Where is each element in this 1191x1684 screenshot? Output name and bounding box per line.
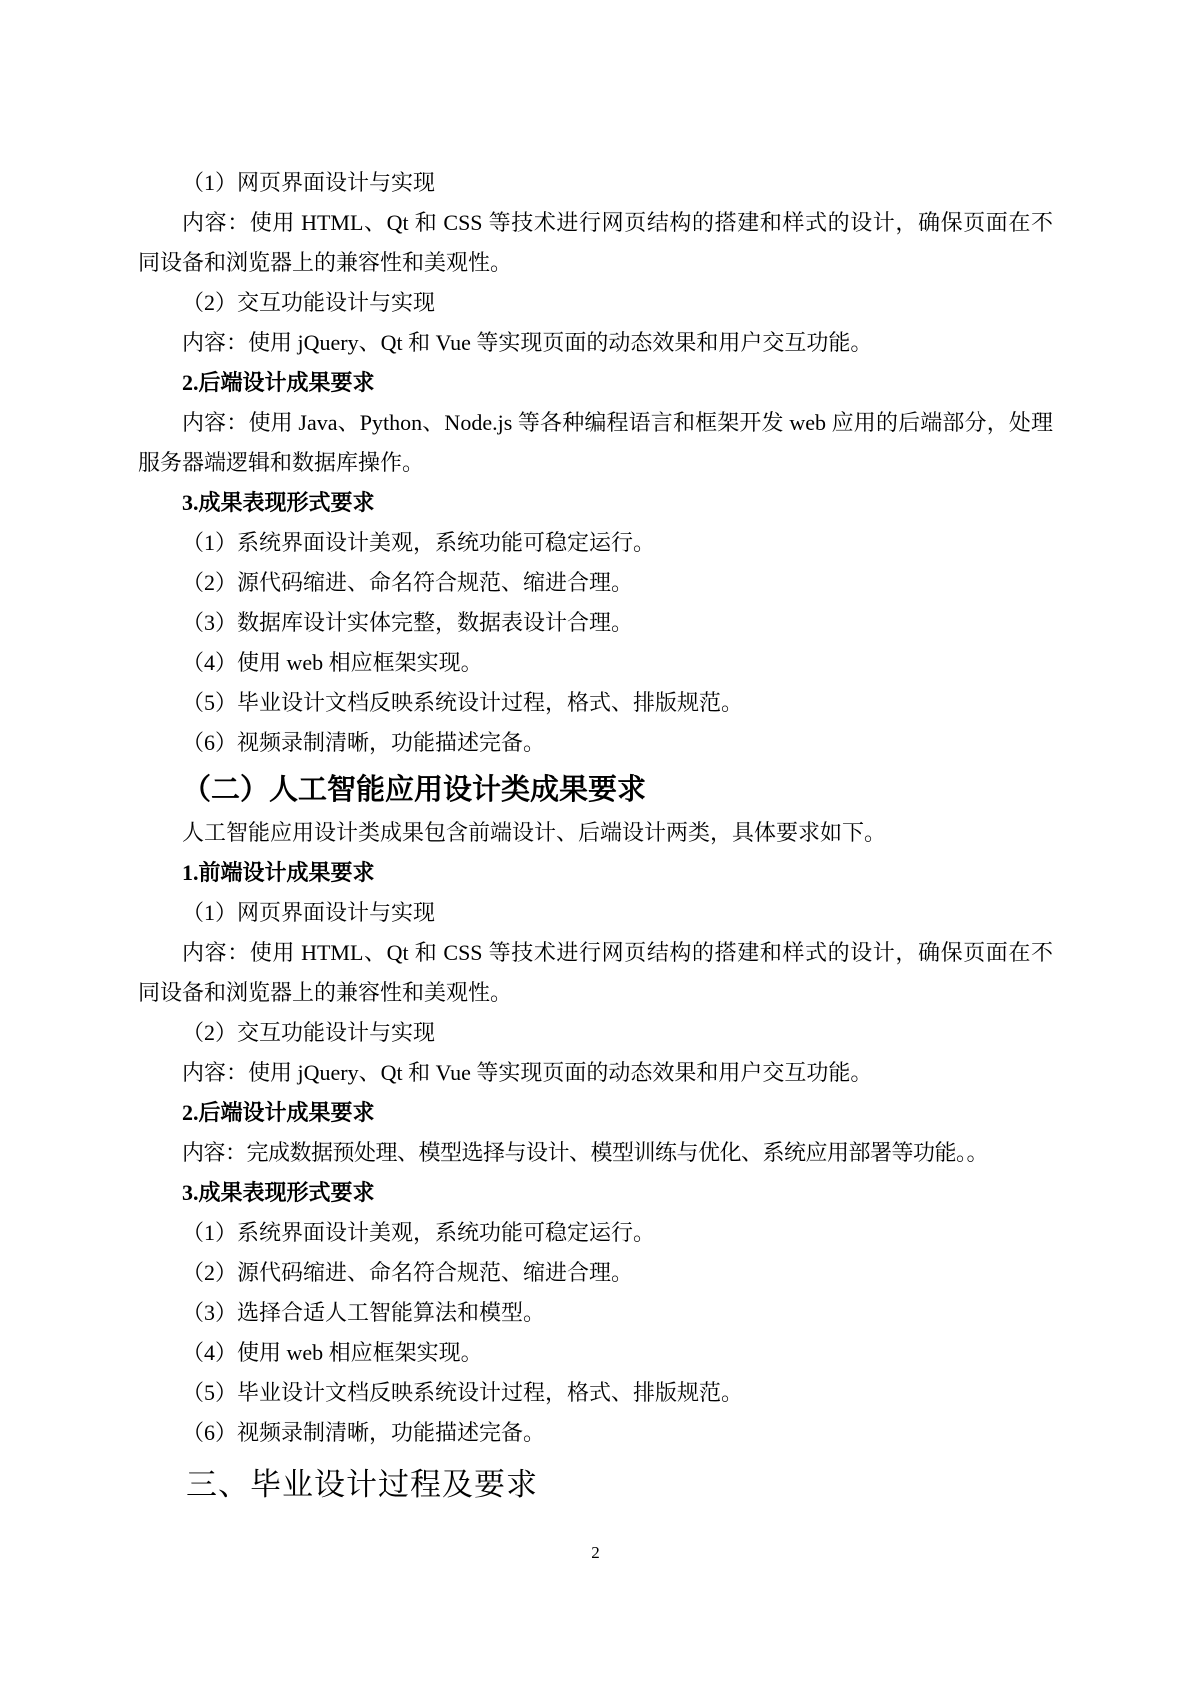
section-heading: （二）人工智能应用设计类成果要求: [182, 774, 647, 806]
body-paragraph: 内容：使用 jQuery、Qt 和 Vue 等实现页面的动态效果和用户交互功能。: [182, 330, 873, 355]
subsection-heading: 3.成果表现形式要求: [182, 490, 375, 515]
list-item: （1）系统界面设计美观，系统功能可稳定运行。: [182, 530, 656, 555]
list-item: （1）网页界面设计与实现: [182, 900, 436, 925]
list-item: （1）系统界面设计美观，系统功能可稳定运行。: [182, 1220, 656, 1245]
list-item: （2）源代码缩进、命名符合规范、缩进合理。: [182, 1260, 634, 1285]
list-item: （6）视频录制清晰，功能描述完备。: [182, 730, 546, 755]
list-item: （5）毕业设计文档反映系统设计过程，格式、排版规范。: [182, 1380, 744, 1405]
body-paragraph: 内容：使用 jQuery、Qt 和 Vue 等实现页面的动态效果和用户交互功能。: [182, 1060, 873, 1085]
subsection-heading: 2.后端设计成果要求: [182, 1100, 375, 1125]
chapter-heading: 三、毕业设计过程及要求: [186, 1467, 538, 1502]
body-paragraph: 内容：使用 HTML、Qt 和 CSS 等技术进行网页结构的搭建和样式的设计，确保页面在不同设备和浏览器上的兼容性和美观性。: [138, 210, 1053, 275]
body-paragraph: 内容：完成数据预处理、模型选择与设计、模型训练与优化、系统应用部署等功能。。: [182, 1140, 989, 1165]
body-paragraph: 内容：使用 Java、Python、Node.js 等各种编程语言和框架开发 web 应用的后端部分，处理服务器端逻辑和数据库操作。: [138, 410, 1053, 475]
subsection-heading: 1.前端设计成果要求: [182, 860, 375, 885]
page-number: 2: [591, 1543, 600, 1562]
body-paragraph: 内容：使用 HTML、Qt 和 CSS 等技术进行网页结构的搭建和样式的设计，确保页面在不同设备和浏览器上的兼容性和美观性。: [138, 940, 1053, 1005]
list-item: （4）使用 web 相应框架实现。: [182, 650, 483, 675]
list-item: （2）交互功能设计与实现: [182, 1020, 436, 1045]
subsection-heading: 3.成果表现形式要求: [182, 1180, 375, 1205]
list-item: （5）毕业设计文档反映系统设计过程，格式、排版规范。: [182, 690, 744, 715]
body-paragraph: 人工智能应用设计类成果包含前端设计、后端设计两类，具体要求如下。: [182, 820, 887, 845]
list-item: （3）数据库设计实体完整，数据表设计合理。: [182, 610, 634, 635]
list-item: （6）视频录制清晰，功能描述完备。: [182, 1420, 546, 1445]
list-item: （3）选择合适人工智能算法和模型。: [182, 1300, 546, 1325]
list-item: （2）交互功能设计与实现: [182, 290, 436, 315]
list-item: （4）使用 web 相应框架实现。: [182, 1340, 483, 1365]
document-body: [138, 163, 1053, 1509]
list-item: （1）网页界面设计与实现: [182, 170, 436, 195]
subsection-heading: 2.后端设计成果要求: [182, 370, 375, 395]
list-item: （2）源代码缩进、命名符合规范、缩进合理。: [182, 570, 634, 595]
